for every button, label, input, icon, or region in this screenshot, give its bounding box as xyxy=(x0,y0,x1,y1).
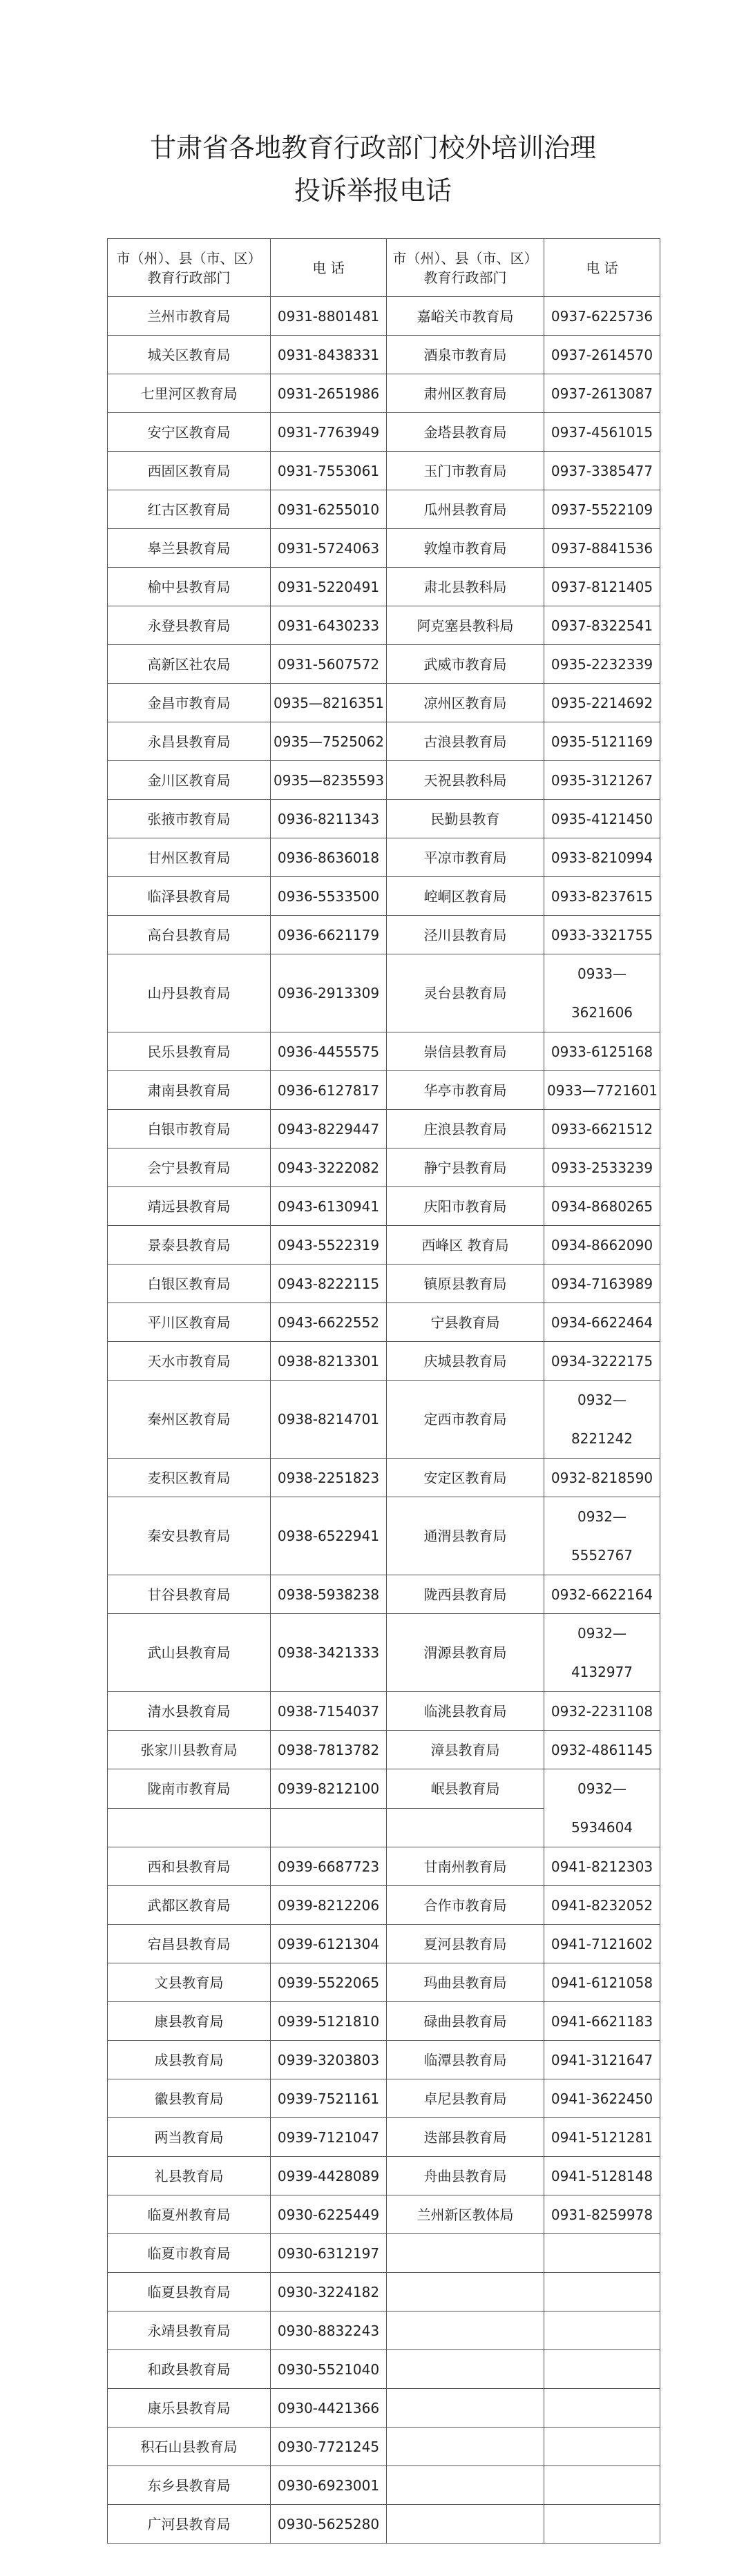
phone-cell-right xyxy=(544,2311,660,2350)
department-cell-right xyxy=(387,2466,544,2505)
department-cell-left: 金昌市教育局 xyxy=(108,684,271,722)
phone-cell-right: 0933-6621512 xyxy=(544,1110,660,1148)
department-cell-right: 华亭市教育局 xyxy=(387,1071,544,1110)
department-cell-right: 武威市教育局 xyxy=(387,645,544,684)
phone-cell-left: 0930-8832243 xyxy=(271,2311,387,2350)
table-row xyxy=(108,1226,660,1265)
phone-cell-right: 0934-3222175 xyxy=(544,1342,660,1381)
department-cell-right: 酒泉市教育局 xyxy=(387,336,544,374)
department-cell-right: 兰州新区教体局 xyxy=(387,2195,544,2234)
department-cell-right: 镇原县教育局 xyxy=(387,1265,544,1303)
department-cell-left: 永登县教育局 xyxy=(108,606,271,645)
department-cell-right: 漳县教育局 xyxy=(387,1731,544,1769)
phone-cell-left: 0939-5121810 xyxy=(271,2002,387,2041)
department-cell-right: 崆峒区教育局 xyxy=(387,877,544,916)
department-cell-left: 靖远县教育局 xyxy=(108,1187,271,1226)
department-cell-right: 瓜州县教育局 xyxy=(387,490,544,529)
phone-cell-right: 0933-2533239 xyxy=(544,1148,660,1187)
phone-cell-left: 0935—7525062 xyxy=(271,722,387,761)
phone-cell-right xyxy=(544,2505,660,2544)
department-cell-right xyxy=(387,2389,544,2428)
phone-cell-left: 0943-6130941 xyxy=(271,1187,387,1226)
phone-cell-right: 0933—7721601 xyxy=(544,1071,660,1110)
table-row xyxy=(108,645,660,684)
department-cell-right: 舟曲县教育局 xyxy=(387,2157,544,2195)
department-cell-right: 定西市教育局 xyxy=(387,1381,544,1459)
phone-cell-right: 0937-2613087 xyxy=(544,374,660,413)
department-cell-left: 两当教育局 xyxy=(108,2118,271,2157)
table-row xyxy=(108,1148,660,1187)
table-row xyxy=(108,2273,660,2311)
header-phone-left: 电 话 xyxy=(271,239,387,297)
department-cell-left: 红古区教育局 xyxy=(108,490,271,529)
department-cell-right: 玛曲县教育局 xyxy=(387,1963,544,2002)
department-cell-right xyxy=(387,2234,544,2273)
phone-cell-right: 0931-8259978 xyxy=(544,2195,660,2234)
table-row xyxy=(108,1265,660,1303)
phone-cell-right: 0941-6121058 xyxy=(544,1963,660,2002)
department-cell-right: 陇西县教育局 xyxy=(387,1575,544,1614)
phone-cell-right: 0937-8841536 xyxy=(544,529,660,568)
phone-cell-left: 0938-6522941 xyxy=(271,1497,387,1575)
table-row xyxy=(108,2118,660,2157)
department-cell-right: 临洮县教育局 xyxy=(387,1692,544,1731)
department-cell-left: 临夏州教育局 xyxy=(108,2195,271,2234)
phone-cell-left: 0931-5607572 xyxy=(271,645,387,684)
department-cell-right: 临潭县教育局 xyxy=(387,2041,544,2079)
phone-cell-right: 0933—3621606 xyxy=(544,954,660,1032)
department-cell-left: 永靖县教育局 xyxy=(108,2311,271,2350)
table-header-row xyxy=(108,239,660,297)
table-row xyxy=(108,916,660,954)
phone-cell-right: 0934-6622464 xyxy=(544,1303,660,1342)
department-cell-right: 碌曲县教育局 xyxy=(387,2002,544,2041)
table-row xyxy=(108,297,660,336)
table-row xyxy=(108,1381,660,1459)
phone-cell-right: 0932-6622164 xyxy=(544,1575,660,1614)
phone-cell-left: 0931-5220491 xyxy=(271,568,387,606)
phone-cell-left: 0939-6687723 xyxy=(271,1847,387,1886)
table-row xyxy=(108,684,660,722)
phone-cell-right: 0932—4132977 xyxy=(544,1614,660,1692)
table-row xyxy=(108,1614,660,1692)
table-row xyxy=(108,606,660,645)
department-cell-right: 玉门市教育局 xyxy=(387,452,544,490)
department-cell-left: 高台县教育局 xyxy=(108,916,271,954)
phone-cell-left: 0936-8636018 xyxy=(271,838,387,877)
table-row xyxy=(108,529,660,568)
page-title xyxy=(0,126,746,212)
phone-cell-right xyxy=(544,2350,660,2389)
department-cell-right: 甘南州教育局 xyxy=(387,1847,544,1886)
department-cell-right: 阿克塞县教科局 xyxy=(387,606,544,645)
department-cell-right: 渭源县教育局 xyxy=(387,1614,544,1692)
phone-cell-right: 0932-8218590 xyxy=(544,1459,660,1497)
phone-cell-right: 0934-7163989 xyxy=(544,1265,660,1303)
phone-cell-left: 0936-4455575 xyxy=(271,1032,387,1071)
department-cell-right: 肃州区教育局 xyxy=(387,374,544,413)
department-cell-left: 天水市教育局 xyxy=(108,1342,271,1381)
phone-cell-left: 0930-6225449 xyxy=(271,2195,387,2234)
phone-cell-left: 0931-7763949 xyxy=(271,413,387,452)
department-cell-left: 陇南市教育局 xyxy=(108,1769,271,1809)
department-cell-left: 七里河区教育局 xyxy=(108,374,271,413)
table-row xyxy=(108,1925,660,1963)
phone-cell-left: 0939-3203803 xyxy=(271,2041,387,2079)
department-cell-left: 徽县教育局 xyxy=(108,2079,271,2118)
phone-cell-right xyxy=(544,2389,660,2428)
phone-cell-right: 0932—8221242 xyxy=(544,1381,660,1459)
table-row xyxy=(108,1303,660,1342)
department-cell-right: 天祝县教科局 xyxy=(387,761,544,800)
phone-cell-left: 0936-6621179 xyxy=(271,916,387,954)
table-row xyxy=(108,1032,660,1071)
phone-cell-right: 0935-3121267 xyxy=(544,761,660,800)
department-cell-right: 凉州区教育局 xyxy=(387,684,544,722)
department-cell-left: 临夏市教育局 xyxy=(108,2234,271,2273)
department-cell-left: 西和县教育局 xyxy=(108,1847,271,1886)
phone-cell-left: 0938-7813782 xyxy=(271,1731,387,1769)
department-cell-left: 清水县教育局 xyxy=(108,1692,271,1731)
department-cell-left: 麦积区教育局 xyxy=(108,1459,271,1497)
table-row xyxy=(108,2311,660,2350)
phone-cell-left: 0939-7521161 xyxy=(271,2079,387,2118)
table-row xyxy=(108,374,660,413)
table-row xyxy=(108,1769,660,1809)
department-cell-right: 庆城县教育局 xyxy=(387,1342,544,1381)
table-row xyxy=(108,1886,660,1925)
department-cell-right: 嘉峪关市教育局 xyxy=(387,297,544,336)
table-row xyxy=(108,2195,660,2234)
department-cell-left: 甘州区教育局 xyxy=(108,838,271,877)
table-row xyxy=(108,1342,660,1381)
department-cell-left: 张家川县教育局 xyxy=(108,1731,271,1769)
phone-cell-right: 0941-6621183 xyxy=(544,2002,660,2041)
phone-cell-left: 0938-8214701 xyxy=(271,1381,387,1459)
department-cell-left: 成县教育局 xyxy=(108,2041,271,2079)
phone-cell-left: 0935—8235593 xyxy=(271,761,387,800)
department-cell-left: 城关区教育局 xyxy=(108,336,271,374)
department-cell-right: 灵台县教育局 xyxy=(387,954,544,1032)
phone-cell-right: 0934-8662090 xyxy=(544,1226,660,1265)
phone-cell-left: 0936-5533500 xyxy=(271,877,387,916)
phone-cell-left: 0938-5938238 xyxy=(271,1575,387,1614)
phone-cell-right: 0933-8237615 xyxy=(544,877,660,916)
phone-cell-left: 0930-5521040 xyxy=(271,2350,387,2389)
phone-cell-left: 0931-6255010 xyxy=(271,490,387,529)
department-cell-left: 张掖市教育局 xyxy=(108,800,271,838)
department-cell-right: 卓尼县教育局 xyxy=(387,2079,544,2118)
department-cell-left: 武山县教育局 xyxy=(108,1614,271,1692)
phone-cell-left: 0936-2913309 xyxy=(271,954,387,1032)
department-cell-left: 甘谷县教育局 xyxy=(108,1575,271,1614)
header-department-left: 市（州）、县（市、区） 教育行政部门 xyxy=(108,239,271,297)
phone-cell-left: 0938-7154037 xyxy=(271,1692,387,1731)
phone-cell-right: 0935-2232339 xyxy=(544,645,660,684)
table-row xyxy=(108,490,660,529)
phone-cell-right: 0934-8680265 xyxy=(544,1187,660,1226)
table-row xyxy=(108,954,660,1032)
table-row xyxy=(108,1692,660,1731)
table-row xyxy=(108,1847,660,1886)
table-row xyxy=(108,2428,660,2466)
phone-cell-right: 0937-3385477 xyxy=(544,452,660,490)
department-cell-left: 临夏县教育局 xyxy=(108,2273,271,2311)
phone-cell-right: 0941-5121281 xyxy=(544,2118,660,2157)
department-cell-right: 迭部县教育局 xyxy=(387,2118,544,2157)
table-row xyxy=(108,1071,660,1110)
table-row xyxy=(108,452,660,490)
phone-cell-right: 0941-5128148 xyxy=(544,2157,660,2195)
department-cell-left: 山丹县教育局 xyxy=(108,954,271,1032)
department-cell-left: 东乡县教育局 xyxy=(108,2466,271,2505)
department-cell-right: 敦煌市教育局 xyxy=(387,529,544,568)
department-cell-right: 西峰区 教育局 xyxy=(387,1226,544,1265)
department-cell-left: 民乐县教育局 xyxy=(108,1032,271,1071)
table-body xyxy=(108,297,660,2544)
phone-cell-left: 0939-4428089 xyxy=(271,2157,387,2195)
department-cell-right xyxy=(387,2350,544,2389)
phone-cell-left: 0931-7553061 xyxy=(271,452,387,490)
phone-cell-left: 0930-3224182 xyxy=(271,2273,387,2311)
phone-cell-right: 0935-4121450 xyxy=(544,800,660,838)
department-cell-left: 文县教育局 xyxy=(108,1963,271,2002)
empty-cell xyxy=(271,1808,387,1847)
department-cell-left: 肃南县教育局 xyxy=(108,1071,271,1110)
table-row xyxy=(108,1497,660,1575)
phone-cell-left: 0930-5625280 xyxy=(271,2505,387,2544)
department-cell-right xyxy=(387,2273,544,2311)
table-row xyxy=(108,2389,660,2428)
phone-cell-left: 0943-8229447 xyxy=(271,1110,387,1148)
phone-cell-left: 0938-3421333 xyxy=(271,1614,387,1692)
phone-cell-right: 0933-3321755 xyxy=(544,916,660,954)
department-cell-right: 合作市教育局 xyxy=(387,1886,544,1925)
table-row xyxy=(108,1110,660,1148)
phone-cell-right xyxy=(544,2466,660,2505)
phone-cell-right: 0937-6225736 xyxy=(544,297,660,336)
phone-cell-left: 0939-6121304 xyxy=(271,1925,387,1963)
phone-cell-left: 0938-2251823 xyxy=(271,1459,387,1497)
phone-cell-right: 0941-8232052 xyxy=(544,1886,660,1925)
table-row xyxy=(108,1575,660,1614)
phone-cell-right xyxy=(544,2273,660,2311)
department-cell-left: 皋兰县教育局 xyxy=(108,529,271,568)
table-row xyxy=(108,568,660,606)
table-row xyxy=(108,838,660,877)
department-cell-left: 广河县教育局 xyxy=(108,2505,271,2544)
phone-cell-left: 0930-7721245 xyxy=(271,2428,387,2466)
phone-cell-left: 0943-5522319 xyxy=(271,1226,387,1265)
header-phone-right: 电 话 xyxy=(544,239,660,297)
table-row xyxy=(108,761,660,800)
table-row xyxy=(108,2505,660,2544)
phone-cell-right: 0937-5522109 xyxy=(544,490,660,529)
phone-cell-right: 0932-4861145 xyxy=(544,1731,660,1769)
title-line-1: 甘肃省各地教育行政部门校外培训治理 xyxy=(149,133,596,163)
header-department-right: 市（州）、县（市、区） 教育行政部门 xyxy=(387,239,544,297)
table-row xyxy=(108,336,660,374)
department-cell-right: 古浪县教育局 xyxy=(387,722,544,761)
department-cell-right: 泾川县教育局 xyxy=(387,916,544,954)
department-cell-left: 安宁区教育局 xyxy=(108,413,271,452)
department-cell-left: 武都区教育局 xyxy=(108,1886,271,1925)
department-cell-right: 静宁县教育局 xyxy=(387,1148,544,1187)
phone-cell-left: 0936-6127817 xyxy=(271,1071,387,1110)
phone-cell-right: 0937-4561015 xyxy=(544,413,660,452)
phone-cell-left: 0938-8213301 xyxy=(271,1342,387,1381)
empty-cell xyxy=(387,1808,544,1847)
department-cell-left: 康县教育局 xyxy=(108,2002,271,2041)
table-row xyxy=(108,2157,660,2195)
phone-cell-right: 0932—5552767 xyxy=(544,1497,660,1575)
phone-cell-right: 0933-8210994 xyxy=(544,838,660,877)
phone-cell-right: 0932—5934604 xyxy=(544,1769,660,1847)
phone-cell-left: 0931-5724063 xyxy=(271,529,387,568)
empty-cell xyxy=(108,1808,271,1847)
table-row xyxy=(108,2002,660,2041)
department-cell-right xyxy=(387,2428,544,2466)
phone-cell-right: 0941-8212303 xyxy=(544,1847,660,1886)
department-cell-right xyxy=(387,2311,544,2350)
department-cell-right: 岷县教育局 xyxy=(387,1769,544,1809)
department-cell-left: 金川区教育局 xyxy=(108,761,271,800)
department-cell-left: 秦安县教育局 xyxy=(108,1497,271,1575)
phone-cell-left: 0943-3222082 xyxy=(271,1148,387,1187)
table-row xyxy=(108,800,660,838)
department-cell-left: 积石山县教育局 xyxy=(108,2428,271,2466)
table-row xyxy=(108,1963,660,2002)
department-cell-left: 和政县教育局 xyxy=(108,2350,271,2389)
phone-cell-right: 0935-5121169 xyxy=(544,722,660,761)
phone-cell-right xyxy=(544,2428,660,2466)
table-row xyxy=(108,2079,660,2118)
table-row xyxy=(108,1459,660,1497)
table-row xyxy=(108,2041,660,2079)
table-row xyxy=(108,722,660,761)
table-row xyxy=(108,877,660,916)
department-cell-left: 榆中县教育局 xyxy=(108,568,271,606)
phone-cell-right: 0941-7121602 xyxy=(544,1925,660,1963)
phone-cell-left: 0939-8212206 xyxy=(271,1886,387,1925)
department-cell-left: 秦州区教育局 xyxy=(108,1381,271,1459)
department-cell-left: 平川区教育局 xyxy=(108,1303,271,1342)
phone-cell-right: 0937-8322541 xyxy=(544,606,660,645)
department-cell-left: 高新区社农局 xyxy=(108,645,271,684)
department-cell-left: 康乐县教育局 xyxy=(108,2389,271,2428)
department-cell-left: 白银区教育局 xyxy=(108,1265,271,1303)
department-cell-right: 庆阳市教育局 xyxy=(387,1187,544,1226)
phone-cell-left: 0931-8438331 xyxy=(271,336,387,374)
phone-cell-left: 0943-8222115 xyxy=(271,1265,387,1303)
phone-cell-left: 0930-6312197 xyxy=(271,2234,387,2273)
phone-cell-left: 0931-8801481 xyxy=(271,297,387,336)
table-row xyxy=(108,1731,660,1769)
phone-cell-left: 0930-4421366 xyxy=(271,2389,387,2428)
phone-cell-left: 0931-2651986 xyxy=(271,374,387,413)
complaint-phone-table xyxy=(107,238,660,2544)
title-line-2: 投诉举报电话 xyxy=(294,175,452,206)
department-cell-left: 宕昌县教育局 xyxy=(108,1925,271,1963)
phone-cell-right: 0941-3121647 xyxy=(544,2041,660,2079)
table-row xyxy=(108,2466,660,2505)
department-cell-left: 白银市教育局 xyxy=(108,1110,271,1148)
phone-cell-right: 0937-2614570 xyxy=(544,336,660,374)
department-cell-right xyxy=(387,2505,544,2544)
department-cell-right: 金塔县教育局 xyxy=(387,413,544,452)
department-cell-right: 庄浪县教育局 xyxy=(387,1110,544,1148)
phone-cell-left: 0939-8212100 xyxy=(271,1769,387,1809)
department-cell-right: 通渭县教育局 xyxy=(387,1497,544,1575)
phone-cell-right: 0933-6125168 xyxy=(544,1032,660,1071)
department-cell-left: 景泰县教育局 xyxy=(108,1226,271,1265)
table-row xyxy=(108,2350,660,2389)
department-cell-right: 民勤县教育 xyxy=(387,800,544,838)
phone-cell-left: 0930-6923001 xyxy=(271,2466,387,2505)
department-cell-left: 永昌县教育局 xyxy=(108,722,271,761)
department-cell-right: 崇信县教育局 xyxy=(387,1032,544,1071)
phone-cell-right: 0932-2231108 xyxy=(544,1692,660,1731)
table-row xyxy=(108,2234,660,2273)
phone-cell-left: 0943-6622552 xyxy=(271,1303,387,1342)
department-cell-right: 肃北县教科局 xyxy=(387,568,544,606)
phone-cell-right: 0935-2214692 xyxy=(544,684,660,722)
department-cell-left: 礼县教育局 xyxy=(108,2157,271,2195)
department-cell-left: 西固区教育局 xyxy=(108,452,271,490)
department-cell-right: 平凉市教育局 xyxy=(387,838,544,877)
department-cell-right: 宁县教育局 xyxy=(387,1303,544,1342)
department-cell-right: 夏河县教育局 xyxy=(387,1925,544,1963)
phone-cell-right: 0937-8121405 xyxy=(544,568,660,606)
department-cell-left: 兰州市教育局 xyxy=(108,297,271,336)
phone-cell-right: 0941-3622450 xyxy=(544,2079,660,2118)
table-row xyxy=(108,413,660,452)
phone-cell-left: 0936-8211343 xyxy=(271,800,387,838)
phone-cell-left: 0939-5522065 xyxy=(271,1963,387,2002)
phone-cell-left: 0931-6430233 xyxy=(271,606,387,645)
phone-cell-right xyxy=(544,2234,660,2273)
department-cell-left: 临泽县教育局 xyxy=(108,877,271,916)
phone-cell-left: 0935—8216351 xyxy=(271,684,387,722)
phone-cell-left: 0939-7121047 xyxy=(271,2118,387,2157)
table-row xyxy=(108,1187,660,1226)
department-cell-right: 安定区教育局 xyxy=(387,1459,544,1497)
department-cell-left: 会宁县教育局 xyxy=(108,1148,271,1187)
